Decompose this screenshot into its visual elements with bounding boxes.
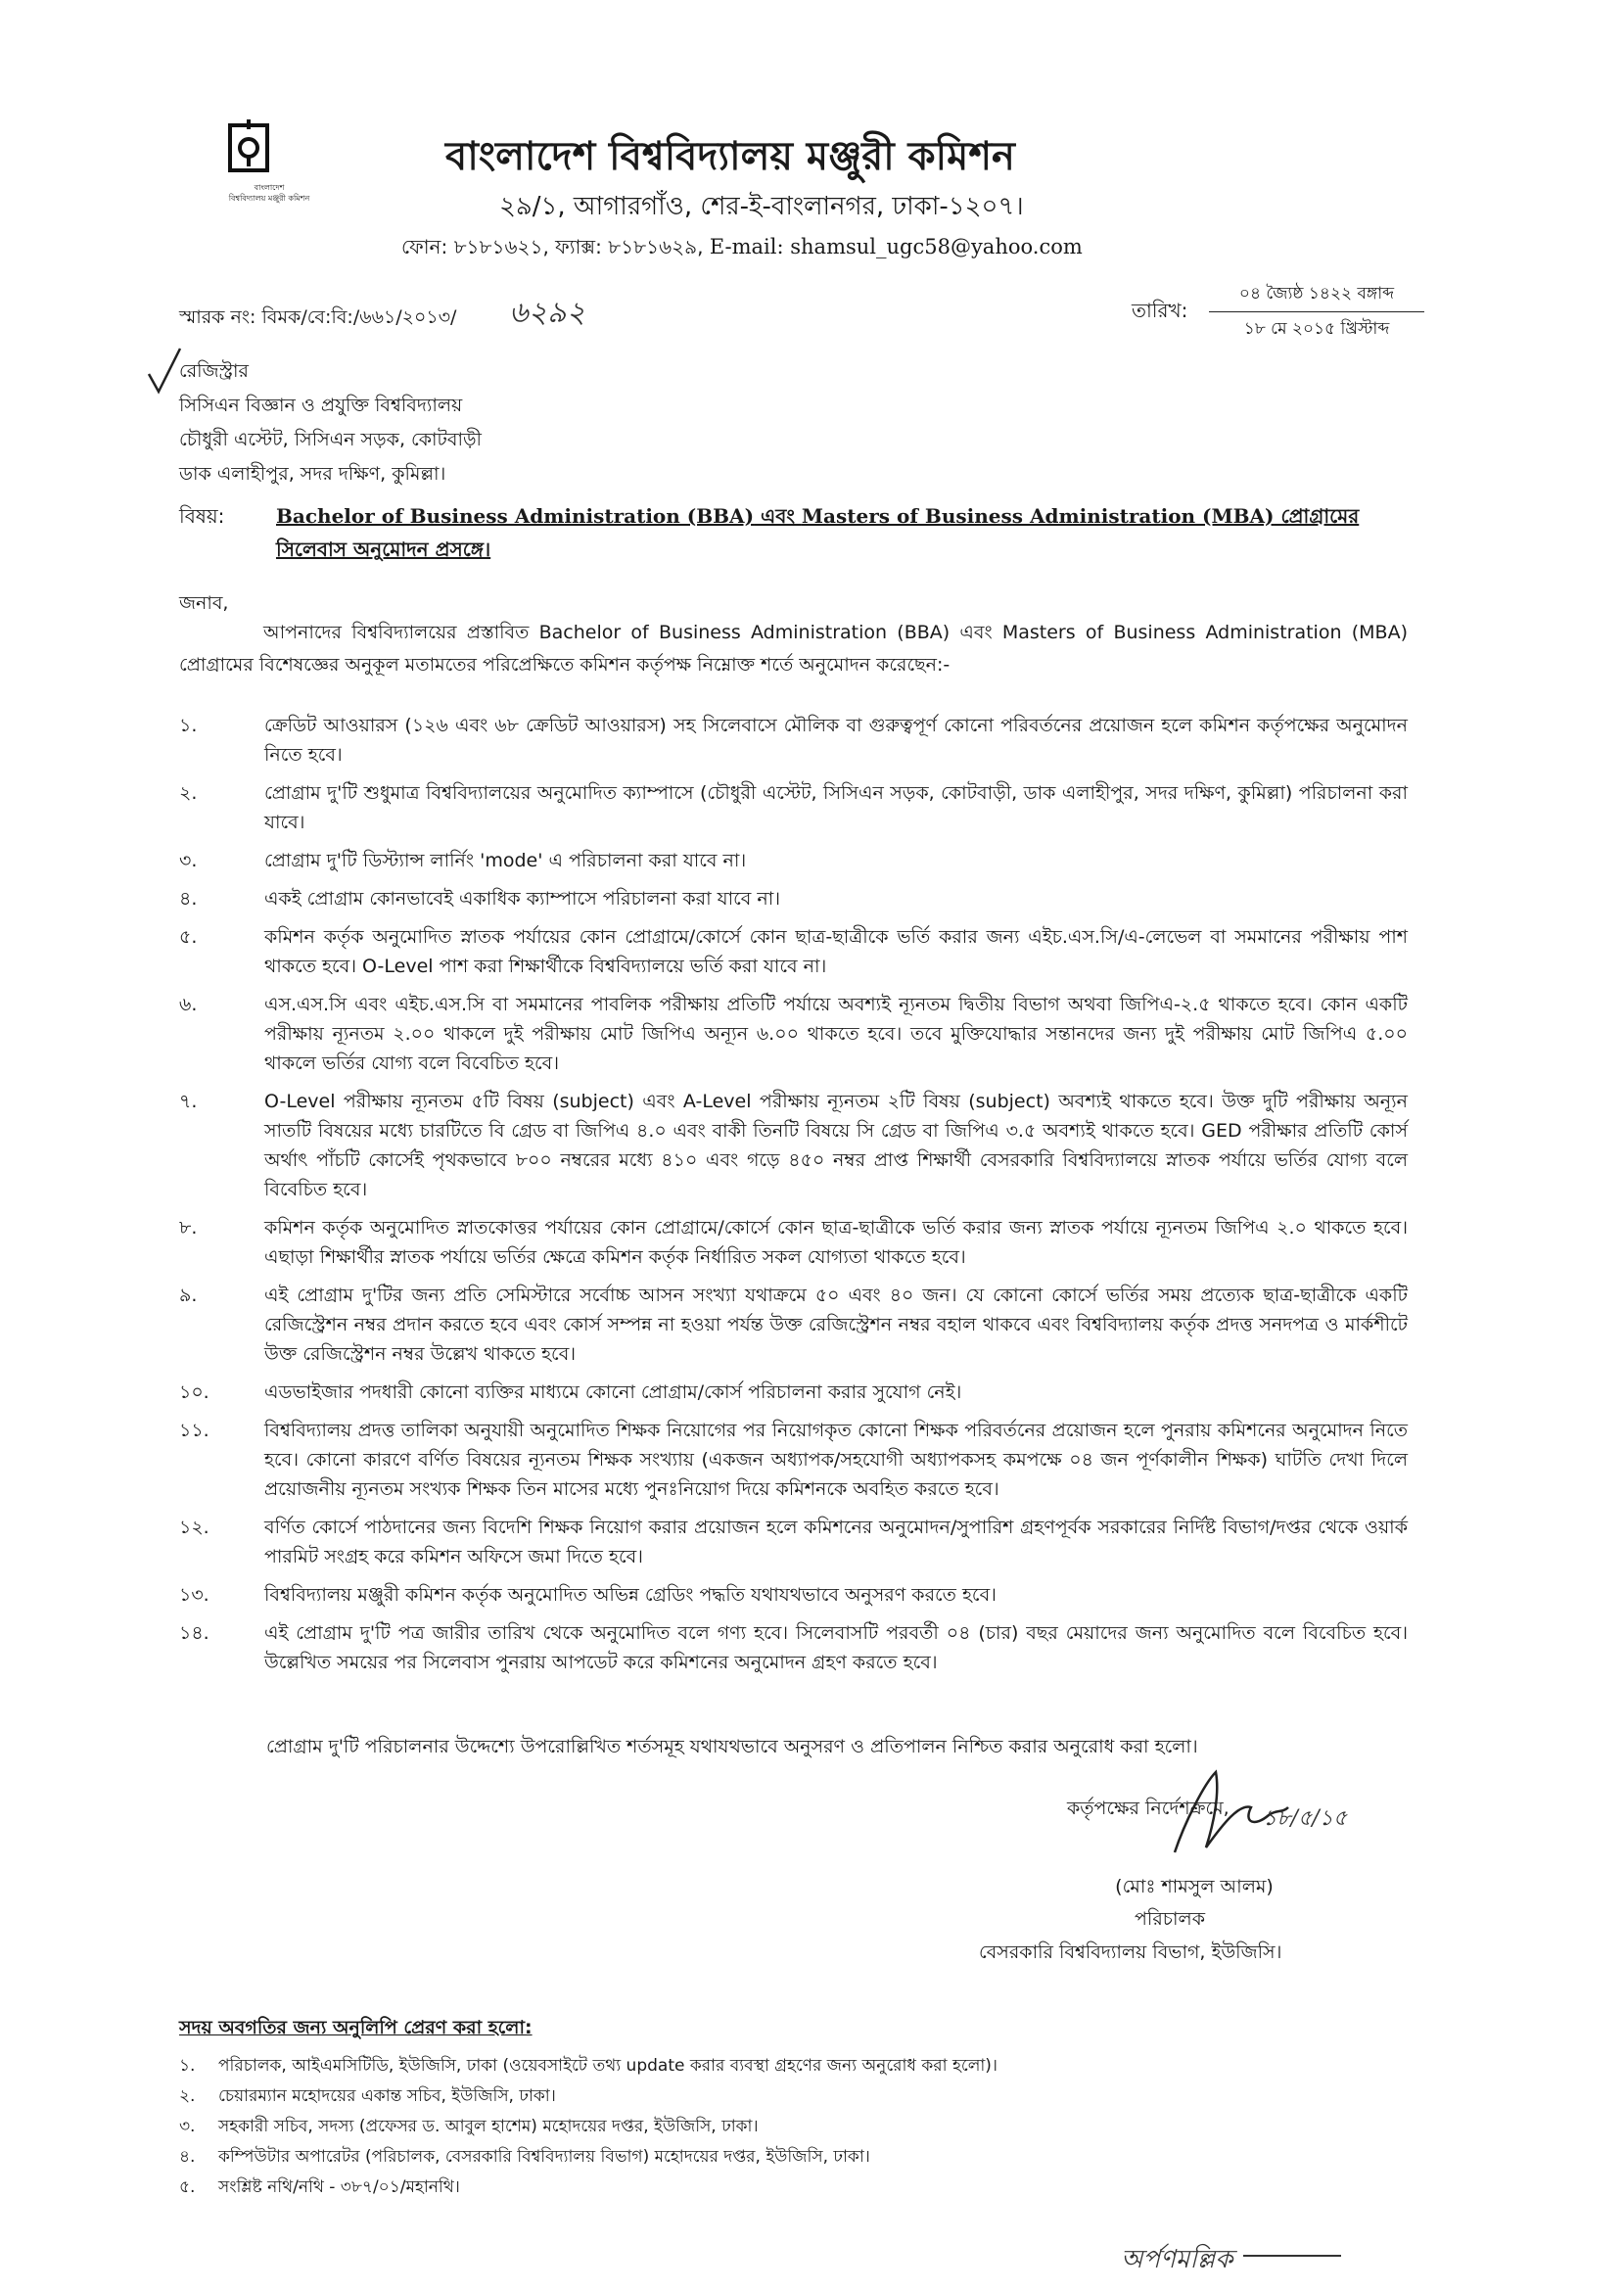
- date-block: [1209, 281, 1424, 344]
- conditions-list: [179, 711, 1408, 1686]
- item-text: কমিশন কর্তৃক অনুমোদিত স্নাতকোত্তর পর্যায়ের কোন প্রোগ্রামে/কোর্সে কোন ছাত্র-ছাত্রীকে ভর্তি করার জন্য স্নাতক পর্যায়ে ন্যূনতম জিপিএ ২.০ থাকতে হবে। এছাড়া শিক্ষার্থীর স্নাতক পর্যায়ে ভর্তির ক্ষেত্রে কমিশন কর্তৃক নির্ধারিত সকল যোগ্যতা থাকতে হবে।: [264, 1217, 1408, 1268]
- list-item: [179, 922, 1408, 981]
- ugc-logo: [210, 116, 328, 233]
- logo-caption-line-1: বাংলাদেশ: [254, 183, 285, 192]
- list-item: [179, 1416, 1408, 1504]
- bottom-signature-stroke: [1243, 2255, 1341, 2257]
- item-number: ১.: [179, 715, 198, 736]
- subject-part-4: প্রোগ্রামের সিলেবাস অনুমোদন প্রসঙ্গে।: [276, 504, 1360, 561]
- list-item: [179, 2142, 1408, 2173]
- copy-heading: সদয় অবগতির জন্য অনুলিপি প্রেরণ করা হলো:: [179, 2017, 533, 2038]
- signature-authority: কর্তৃপক্ষের নির্দেশক্রমে,: [1067, 1798, 1230, 1819]
- subject-text: [276, 499, 1407, 566]
- list-item: [179, 1618, 1408, 1677]
- date-gregorian: ১৮ মে ২০১৫ খ্রিস্টাব্দ: [1243, 319, 1390, 339]
- item-number: ২.: [179, 782, 198, 804]
- organization-name: বাংলাদেশ বিশ্ববিদ্যালয় মঞ্জুরী কমিশন: [445, 133, 1015, 179]
- checkmark-icon: [145, 345, 184, 403]
- list-item: [179, 2081, 1408, 2112]
- intro-paragraph: আপনাদের বিশ্ববিদ্যালয়ের প্রস্তাবিত Bachelor of Business Administration (BBA) এবং Masters of Business Administration (MBA) প্রোগ্রামের বিশেষজ্ঞের অনুকূল মতামতের পরিপ্রেক্ষিতে কমিশন কর্তৃপক্ষ নিম্নোক্ত শর্তে অনুমোদন করেছেন:-: [179, 622, 1408, 676]
- item-number: ৬.: [179, 994, 198, 1015]
- copy-number: ৫.: [179, 2177, 196, 2197]
- list-item: [179, 2051, 1408, 2081]
- copy-text: চেয়ারম্যান মহোদয়ের একান্ত সচিব, ইউজিসি, ঢাকা।: [218, 2086, 556, 2106]
- subject-part-2: এবং: [754, 504, 802, 528]
- list-item: [179, 1087, 1408, 1204]
- item-number: ৫.: [179, 926, 198, 948]
- list-item: [179, 1378, 1408, 1407]
- logo-caption: [210, 182, 328, 204]
- subject-part-1: Bachelor of Business Administration (BBA): [276, 504, 755, 528]
- item-text: কমিশন কর্তৃক অনুমোদিত স্নাতক পর্যায়ের কোন প্রোগ্রামে/কোর্সে কোন ছাত্র-ছাত্রীকে ভর্তি করার জন্য এইচ.এস.সি/এ-লেভেল বা সমমানের পরীক্ষায় পাশ থাকতে হবে। O-Level পাশ করা শিক্ষার্থীকে বিশ্ববিদ্যালয়ে ভর্তি করা যাবে না।: [264, 926, 1408, 977]
- list-item: [179, 846, 1408, 875]
- item-number: ৭.: [179, 1091, 198, 1112]
- recipient-line-1: রেজিস্ট্রার: [179, 360, 249, 382]
- item-text: বিশ্ববিদ্যালয় প্রদত্ত তালিকা অনুযায়ী অনুমোদিত শিক্ষক নিয়োগের পর নিয়োগকৃত কোনো শিক্ষক পরিবর্তনের প্রয়োজন হলে পুনরায় কমিশনের অনুমোদন নিতে হবে। কোনো কারণে বর্ণিত বিষয়ের ন্যূনতম শিক্ষক সংখ্যায় (একজন অধ্যাপক/সহযোগী অধ্যাপকসহ কমপক্ষে ০৪ জন পূর্ণকালীন শিক্ষক) ঘাটতি দেখা দিলে প্রয়োজনীয় ন্যূনতম সংখ্যক শিক্ষক তিন মাসের মধ্যে পুনঃনিয়োগ দিয়ে কমিশনকে অবহিত করতে হবে।: [264, 1420, 1408, 1500]
- list-item: [179, 778, 1408, 837]
- item-number: ৯.: [179, 1285, 198, 1306]
- item-text: প্রোগ্রাম দু'টি ডিস্ট্যান্স লার্নিং 'mode' এ পরিচালনা করা যাবে না।: [264, 850, 747, 871]
- item-text: এই প্রোগ্রাম দু'টি পত্র জারীর তারিখ থেকে অনুমোদিত বলে গণ্য হবে। সিলেবাসটি পরবর্তী ০৪ (চার) বছর মেয়াদের জন্য অনুমোদিত বলে বিবেচিত হবে। উল্লেখিত সময়ের পর সিলেবাস পুনরায় আপডেট করে কমিশনের অনুমোদন গ্রহণ করতে হবে।: [264, 1622, 1408, 1673]
- item-text: এই প্রোগ্রাম দু'টির জন্য প্রতি সেমিস্টারে সর্বোচ্চ আসন সংখ্যা যথাক্রমে ৫০ এবং ৪০ জন। যে কোনো কোর্সে ভর্তির সময় প্রত্যেক ছাত্র-ছাত্রীকে একটি রেজিস্ট্রেশন নম্বর প্রদান করতে হবে এবং কোর্স সম্পন্ন না হওয়া পর্যন্ত উক্ত রেজিস্ট্রেশন নম্বর বহাল থাকবে এবং বিশ্ববিদ্যালয় কর্তৃক প্রদত্ত সনদপত্র ও মার্কশীটে উক্ত রেজিস্ট্রেশন নম্বর উল্লেখ থাকতে হবে।: [264, 1285, 1408, 1365]
- item-number: ৮.: [179, 1217, 198, 1239]
- subject-part-3: Masters of Business Administration (MBA): [801, 504, 1275, 528]
- item-number: ১০.: [179, 1381, 209, 1403]
- item-text: বিশ্ববিদ্যালয় মঞ্জুরী কমিশন কর্তৃক অনুমোদিত অভিন্ন গ্রেডিং পদ্ধতি যথাযথভাবে অনুসরণ করতে হবে।: [264, 1584, 997, 1606]
- list-item: [179, 2173, 1408, 2203]
- copy-number: ৪.: [179, 2147, 196, 2167]
- item-text: এস.এস.সি এবং এইচ.এস.সি বা সমমানের পাবলিক পরীক্ষায় প্রতিটি পর্যায়ে অবশ্যই ন্যূনতম দ্বিতীয় বিভাগ অথবা জিপিএ-২.৫ থাকতে হবে। কোন একটি পরীক্ষায় ন্যূনতম ২.০০ থাকলে দুই পরীক্ষায় মোট জিপিএ অন্যূন ৬.০০ থাকতে হবে। তবে মুক্তিযোদ্ধার সন্তানদের জন্য দুই পরীক্ষায় মোট জিপিএ ৫.০০ থাকলে ভর্তির যোগ্য বলে বিবেচিত হবে।: [264, 994, 1408, 1074]
- list-item: [179, 1513, 1408, 1571]
- item-text: বর্ণিত কোর্সে পাঠদানের জন্য বিদেশি শিক্ষক নিয়োগ করার প্রয়োজন হলে কমিশনের অনুমোদন/সুপারিশ গ্রহণপূর্বক সরকারের নির্দিষ্ট বিভাগ/দপ্তর থেকে ওয়ার্ক পারমিট সংগ্রহ করে কমিশন অফিসে জমা দিতে হবে।: [264, 1517, 1408, 1567]
- signatory-title: পরিচালক: [1135, 1908, 1205, 1930]
- list-item: [179, 711, 1408, 770]
- copy-number: ২.: [179, 2086, 196, 2106]
- recipient-line-4: ডাক এলাহীপুর, সদর দক্ষিণ, কুমিল্লা।: [179, 463, 446, 485]
- organization-address: ২৯/১, আগারগাঁও, শের-ই-বাংলানগর, ঢাকা-১২০৭।: [499, 192, 1024, 221]
- list-item: [179, 1281, 1408, 1369]
- subject-label: বিষয়:: [179, 504, 225, 528]
- recipient-address: [179, 354, 482, 491]
- item-text: প্রোগ্রাম দু'টি শুধুমাত্র বিশ্ববিদ্যালয়ের অনুমোদিত ক্যাম্পাসে (চৌধুরী এস্টেট, সিসিএন সড়ক, কোটবাড়ী, ডাক এলাহীপুর, সদর দক্ষিণ, কুমিল্লা) পরিচালনা করা যাবে।: [264, 782, 1408, 833]
- logo-caption-line-2: বিশ্ববিদ্যালয় মঞ্জুরী কমিশন: [228, 194, 310, 203]
- closing-paragraph: প্রোগ্রাম দু'টি পরিচালনার উদ্দেশ্যে উপরোল্লিখিত শর্তসমূহ যথাযথভাবে অনুসরণ ও প্রতিপালন নিশ্চিত করার অনুরোধ করা হলো।: [266, 1736, 1198, 1757]
- list-item: [179, 1213, 1408, 1272]
- salutation: জনাব,: [179, 592, 229, 614]
- copy-text: কম্পিউটার অপারেটর (পরিচালক, বেসরকারি বিশ্ববিদ্যালয় বিভাগ) মহোদয়ের দপ্তর, ইউজিসি, ঢাকা।: [218, 2147, 870, 2167]
- copy-text: পরিচালক, আইএমসিটিডি, ইউজিসি, ঢাকা (ওয়েবসাইটে তথ্য update করার ব্যবস্থা গ্রহণের জন্য অনুরোধ করা হলো)।: [218, 2056, 998, 2076]
- item-number: ১৪.: [179, 1622, 209, 1644]
- list-item: [179, 990, 1408, 1078]
- date-bangla: ০৪ জ্যৈষ্ঠ ১৪২২ বঙ্গাব্দ: [1209, 281, 1424, 312]
- memo-handwritten-number: ৬২৯২: [509, 296, 585, 330]
- item-text: O-Level পরীক্ষায় ন্যূনতম ৫টি বিষয় (subject) এবং A-Level পরীক্ষায় ন্যূনতম ২টি বিষয় (subject) অবশ্যই থাকতে হবে। উক্ত দুটি পরীক্ষায় অন্যূন সাতটি বিষয়ের মধ্যে চারটিতে বি গ্রেড বা জিপিএ ৪.০ এবং বাকী তিনটি বিষয়ে সি গ্রেড বা জিপিএ ৩.৫ অবশ্যই থাকতে হবে। GED পরীক্ষার প্রতিটি কোর্স অর্থাৎ পাঁচটি কোর্সেই পৃথকভাবে ৮০০ নম্বরের মধ্যে ৪১০ এবং গড়ে ৪৫০ নম্বর প্রাপ্ত শিক্ষার্থী বেসরকারি বিশ্ববিদ্যালয়ে স্নাতক পর্যায়ে ভর্তির যোগ্য বলে বিবেচিত হবে।: [264, 1091, 1408, 1200]
- organization-contact: [401, 233, 1282, 265]
- date-label: তারিখ:: [1132, 299, 1188, 322]
- signatory-name: (মোঃ শামসুল আলম): [1115, 1876, 1274, 1897]
- email-address: E-mail: shamsul_ugc58@yahoo.com: [709, 235, 1083, 258]
- copy-text: সহকারী সচিব, সদস্য (প্রফেসর ড. আবুল হাশেম) মহোদয়ের দপ্তর, ইউজিসি, ঢাকা।: [218, 2117, 759, 2136]
- item-text: ক্রেডিট আওয়ারস (১২৬ এবং ৬৮ ক্রেডিট আওয়ারস) সহ সিলেবাসে মৌলিক বা গুরুত্বপূর্ণ কোনো পরিবর্তনের প্রয়োজন হলে কমিশন কর্তৃপক্ষের অনুমোদন নিতে হবে।: [264, 715, 1408, 766]
- phone-fax: ফোন: ৮১৮১৬২১, ফ্যাক্স: ৮১৮১৬২৯,: [401, 235, 704, 258]
- list-item: [179, 1580, 1408, 1610]
- item-number: ৪.: [179, 888, 198, 910]
- item-text: এডভাইজার পদধারী কোনো ব্যক্তির মাধ্যমে কোনো প্রোগ্রাম/কোর্স পরিচালনা করার সুযোগ নেই।: [264, 1381, 962, 1403]
- memo-number: স্মারক নং: বিমক/বে:বি:/৬৬১/২০১৩/: [179, 306, 457, 328]
- recipient-line-2: সিসিএন বিজ্ঞান ও প্রযুক্তি বিশ্ববিদ্যালয়: [179, 395, 463, 416]
- copy-number: ১.: [179, 2056, 196, 2076]
- bottom-signature: অর্পণমল্লিক: [1121, 2245, 1233, 2274]
- recipient-line-3: চৌধুরী এস্টেট, সিসিএন সড়ক, কোটবাড়ী: [179, 429, 482, 450]
- item-number: ১২.: [179, 1517, 209, 1538]
- copy-text: সংশ্লিষ্ট নথি/নথি - ৩৮৭/০১/মহানথি।: [218, 2177, 460, 2197]
- item-number: ১১.: [179, 1420, 209, 1441]
- list-item: [179, 2112, 1408, 2142]
- signature-handwritten-date: ১৮/৫/১৫: [1263, 1806, 1348, 1831]
- copy-list: [179, 2051, 1408, 2203]
- ugc-emblem-icon: [224, 116, 273, 174]
- item-number: ৩.: [179, 850, 198, 871]
- item-text: একই প্রোগ্রাম কোনভাবেই একাধিক ক্যাম্পাসে পরিচালনা করা যাবে না।: [264, 888, 781, 910]
- item-number: ১৩.: [179, 1584, 209, 1606]
- copy-number: ৩.: [179, 2117, 196, 2136]
- signatory-department: বেসরকারি বিশ্ববিদ্যালয় বিভাগ, ইউজিসি।: [979, 1941, 1282, 1963]
- list-item: [179, 884, 1408, 913]
